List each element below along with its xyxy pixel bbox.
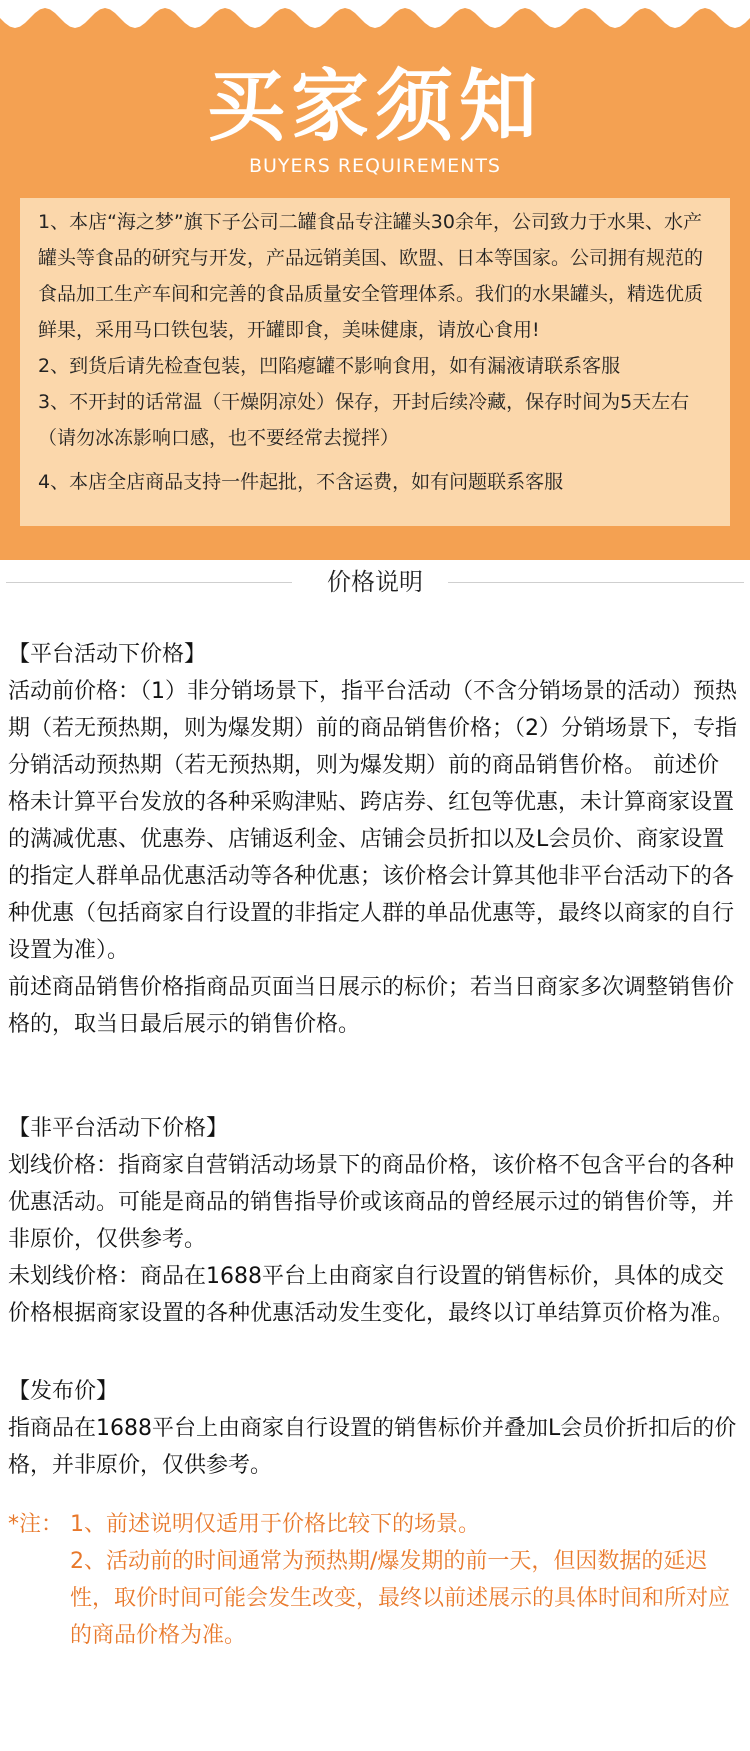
platform-paragraph-2: 前述商品销售价格指商品页面当日展示的标价；若当日商家多次调整销售价格的，取当日最后展示的销售价格。 <box>8 975 735 1037</box>
publish-paragraph: 指商品在1688平台上由商家自行设置的销售标价并叠加L会员价折扣后的价格，并非原价，仅供参考。 <box>8 1416 737 1478</box>
notes-block <box>8 1506 738 1654</box>
notice-item-4: 4、本店全店商品支持一件起批，不含运费，如有问题联系客服 <box>38 471 564 493</box>
banner-title: 买家须知 <box>206 62 543 152</box>
non-platform-paragraph-2: 未划线价格：商品在1688平台上由商家自行设置的销售标价，具体的成交价格根据商家设置的各种优惠活动发生变化，最终以订单结算页价格为准。 <box>8 1264 735 1326</box>
platform-paragraph-1: 活动前价格：（1）非分销场景下，指平台活动（不含分销场景的活动）预热期（若无预热期，则为爆发期）前的商品销售价格；（2）分销场景下，专指分销活动预热期（若无预热期，则为爆发期）前的商品销售价格。 前述价格未计算平台发放的各种采购津贴、跨店券、红包等优惠，未计算商家设置的满减优惠、优惠券、店铺返利金、店铺会员折扣以及L会员价、商家设置的指定人群单品优惠活动等各种优惠；该价格会计算其他非平台活动下的各种优惠（包括商家自行设置的非指定人群的单品优惠等，最终以商家的自行设置为准）。 <box>8 679 737 963</box>
notice-box <box>20 198 730 526</box>
notice-item-1: 1、本店“海之梦”旗下子公司二罐食品专注罐头30余年，公司致力于水果、水产罐头等食品的研究与开发，产品远销美国、欧盟、日本等国家。公司拥有规范的食品加工生产车间和完善的食品质量安全管理体系。我们的水果罐头，精选优质鲜果，采用马口铁包装，开罐即食，美味健康，请放心食用! <box>38 211 704 341</box>
notes-prefix: *注： <box>8 1512 64 1537</box>
divider-right <box>448 582 744 583</box>
non-platform-section-title: 【非平台活动下价格】 <box>8 1116 229 1141</box>
buyers-notice-banner <box>0 0 750 560</box>
price-heading <box>0 560 750 620</box>
notice-item-3: 3、不开封的话常温（干燥阴凉处）保存，开封后续冷藏，保存时间为5天左右（请勿冰冻影响口感，也不要经常去搅拌） <box>38 391 690 449</box>
price-heading-text: 价格说明 <box>327 568 423 596</box>
platform-section-title: 【平台活动下价格】 <box>8 642 207 667</box>
publish-section-title: 【发布价】 <box>8 1379 119 1404</box>
banner-subtitle: BUYERS REQUIREMENTS <box>248 155 501 177</box>
note-item-1: 1、前述说明仅适用于价格比较下的场景。 <box>70 1512 480 1537</box>
price-content <box>0 620 750 1654</box>
notice-item-2: 2、到货后请先检查包装，凹陷瘪罐不影响食用，如有漏液请联系客服 <box>38 355 621 377</box>
wave-border-decoration <box>0 0 750 40</box>
note-item-2: 2、活动前的时间通常为预热期/爆发期的前一天，但因数据的延迟性，取价时间可能会发生改变，最终以前述展示的具体时间和所对应的商品价格为准。 <box>70 1549 731 1648</box>
non-platform-paragraph-1: 划线价格：指商家自营销活动场景下的商品价格，该价格不包含平台的各种优惠活动。可能是商品的销售指导价或该商品的曾经展示过的销售价等，并非原价，仅供参考。 <box>8 1153 735 1252</box>
